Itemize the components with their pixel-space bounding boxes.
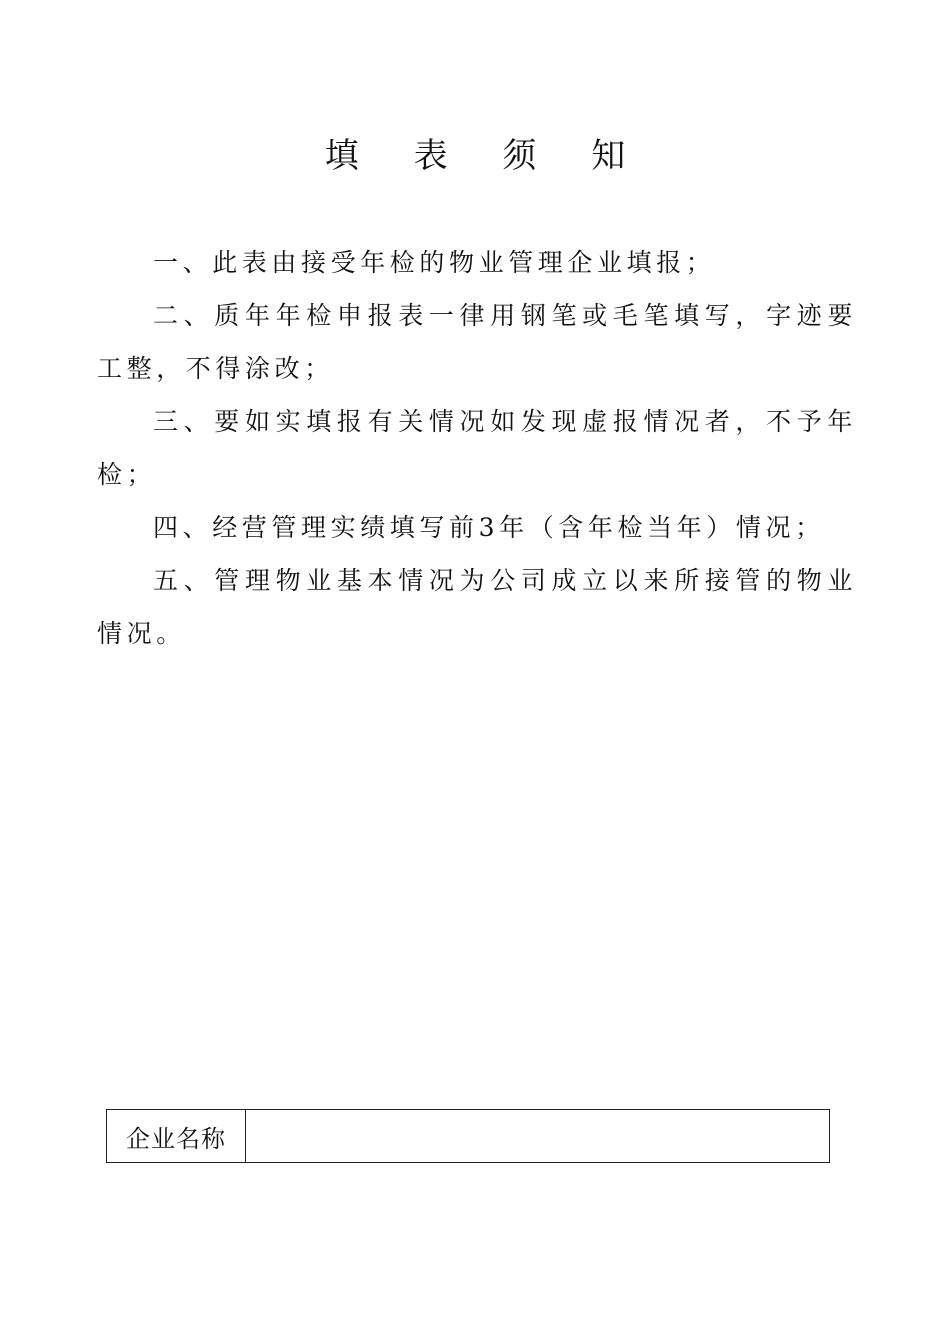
company-name-field[interactable]	[246, 1110, 830, 1163]
instruction-item-4: 四、经营管理实绩填写前3年（含年检当年）情况；	[153, 513, 825, 542]
instructions-list	[97, 236, 857, 660]
instruction-item-5: 五、管理物业基本情况为公司成立以来所接管的物业情况。	[97, 566, 857, 648]
company-name-label: 企业名称	[107, 1110, 246, 1163]
instruction-item-2: 二、质年年检申报表一律用钢笔或毛笔填写，字迹要工整，不得涂改；	[97, 301, 857, 383]
instruction-item-1: 一、此表由接受年检的物业管理企业填报；	[153, 248, 716, 277]
instruction-item-3: 三、要如实填报有关情况如发现虚报情况者，不予年检；	[97, 407, 857, 489]
company-name-row	[107, 1110, 830, 1163]
page-title: 填 表 须 知	[324, 136, 648, 176]
company-name-table	[106, 1109, 830, 1163]
